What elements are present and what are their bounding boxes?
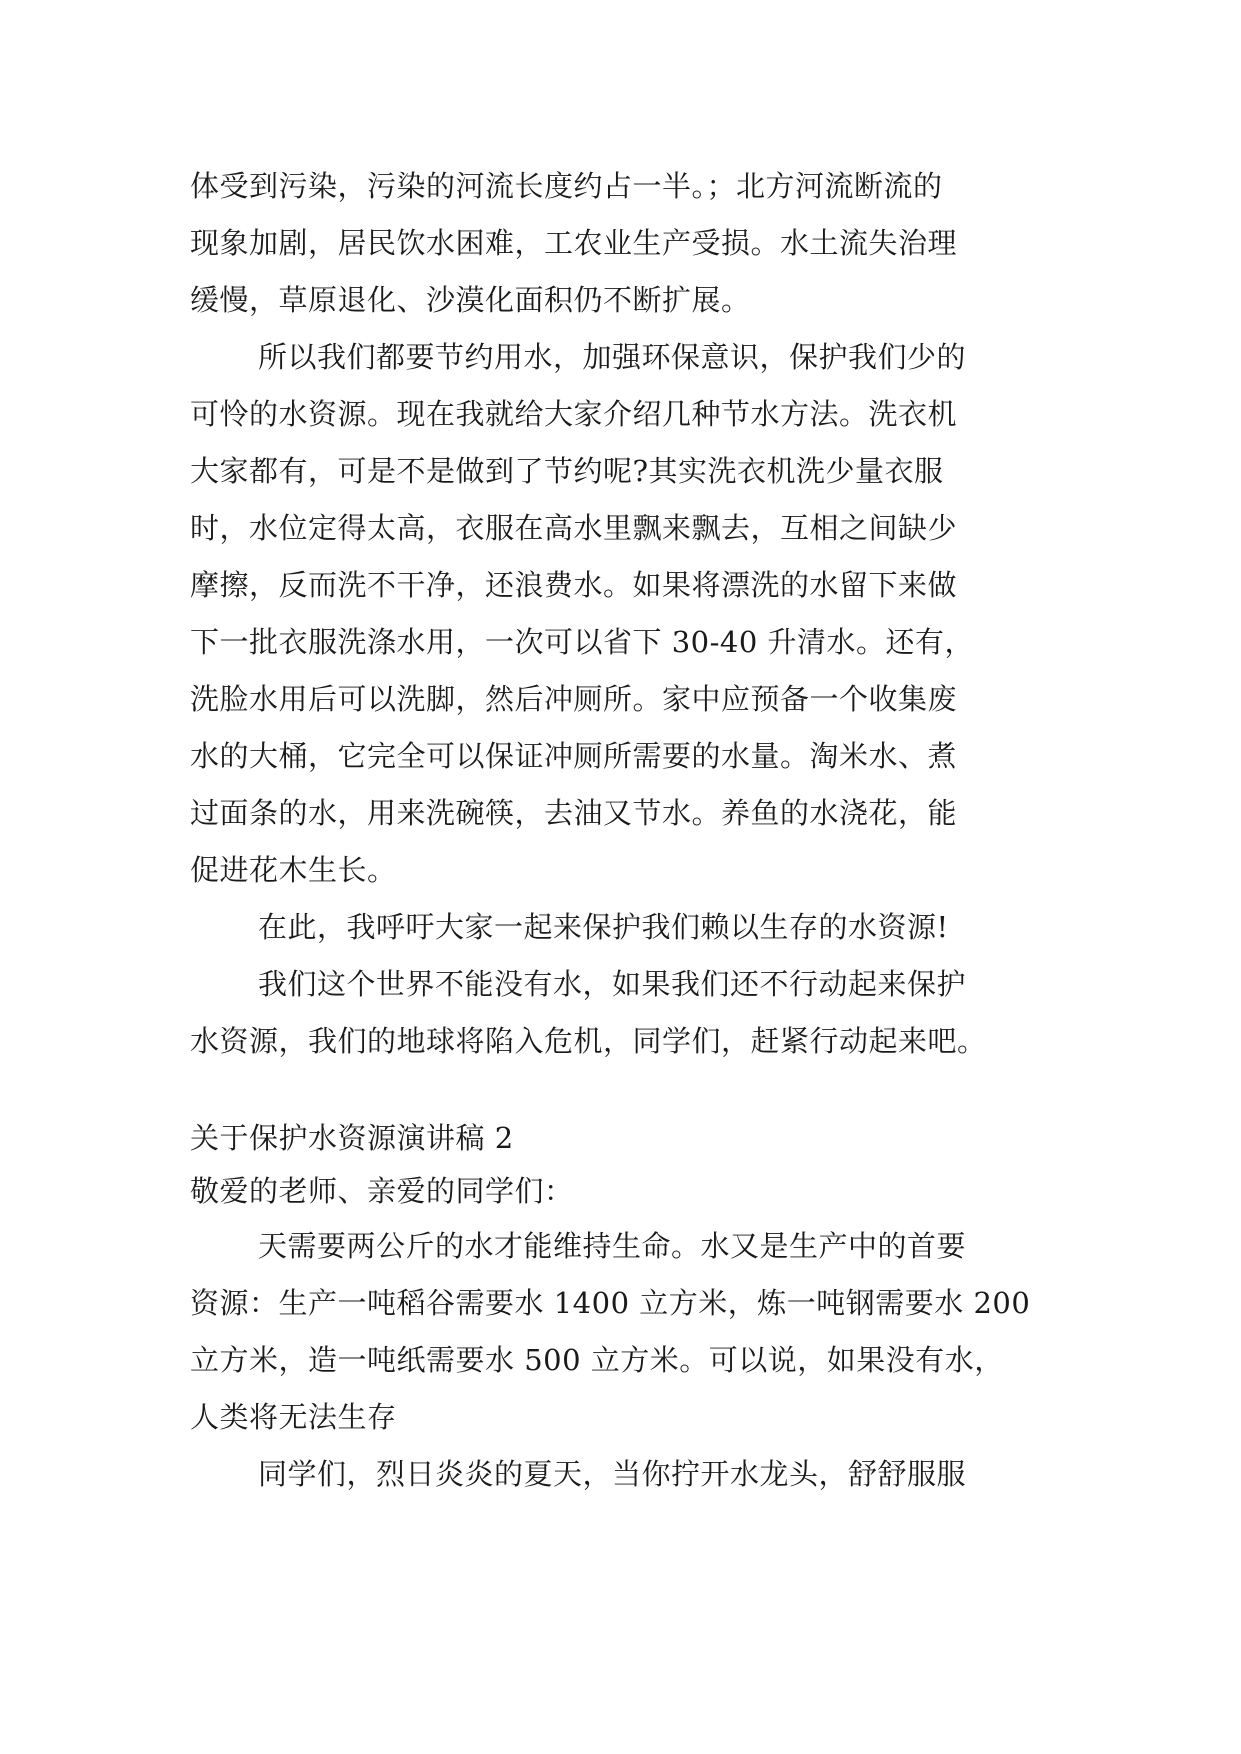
text-line: 下一批衣服洗涤水用，一次可以省下 30-40 升清水。还有， [190, 625, 975, 659]
text-line: 洗脸水用后可以洗脚，然后冲厕所。家中应预备一个收集废 [190, 682, 958, 716]
salutation: 敬爱的老师、亲爱的同学们： [190, 1174, 574, 1208]
section-title: 关于保护水资源演讲稿 2 [190, 1121, 514, 1155]
text-line: 可怜的水资源。现在我就给大家介绍几种节水方法。洗衣机 [190, 397, 958, 431]
text-line: 立方米，造一吨纸需要水 500 立方米。可以说，如果没有水， [190, 1343, 1004, 1377]
paragraph-first-line: 在此，我呼吁大家一起来保护我们赖以生存的水资源! [258, 910, 949, 944]
text-line: 摩擦，反而洗不干净，还浪费水。如果将漂洗的水留下来做 [190, 568, 958, 602]
text-line: 水的大桶，它完全可以保证冲厕所需要的水量。淘米水、煮 [190, 739, 958, 773]
text-line: 促进花木生长。 [190, 853, 397, 887]
paragraph-first-line: 我们这个世界不能没有水，如果我们还不行动起来保护 [258, 967, 967, 1001]
text-line: 时，水位定得太高，衣服在高水里飘来飘去，互相之间缺少 [190, 511, 958, 545]
text-line: 过面条的水，用来洗碗筷，去油又节水。养鱼的水浇花，能 [190, 796, 958, 830]
text-line: 水资源，我们的地球将陷入危机，同学们，赶紧行动起来吧。 [190, 1024, 987, 1058]
text-line: 现象加剧，居民饮水困难，工农业生产受损。水土流失治理 [190, 226, 958, 260]
text-line: 缓慢，草原退化、沙漠化面积仍不断扩展。 [190, 283, 751, 317]
paragraph-first-line: 所以我们都要节约用水，加强环保意识，保护我们少的 [258, 340, 967, 374]
text-line: 体受到污染，污染的河流长度约占一半。；北方河流断流的 [190, 169, 943, 203]
text-line: 人类将无法生存 [190, 1400, 397, 1434]
text-line: 大家都有，可是不是做到了节约呢?其实洗衣机洗少量衣服 [190, 454, 944, 488]
text-line: 资源：生产一吨稻谷需要水 1400 立方米，炼一吨钢需要水 200 [190, 1286, 1031, 1320]
paragraph-first-line: 同学们，烈日炎炎的夏天，当你拧开水龙头，舒舒服服 [258, 1457, 967, 1491]
paragraph-first-line: 天需要两公斤的水才能维持生命。水又是生产中的首要 [258, 1229, 967, 1263]
